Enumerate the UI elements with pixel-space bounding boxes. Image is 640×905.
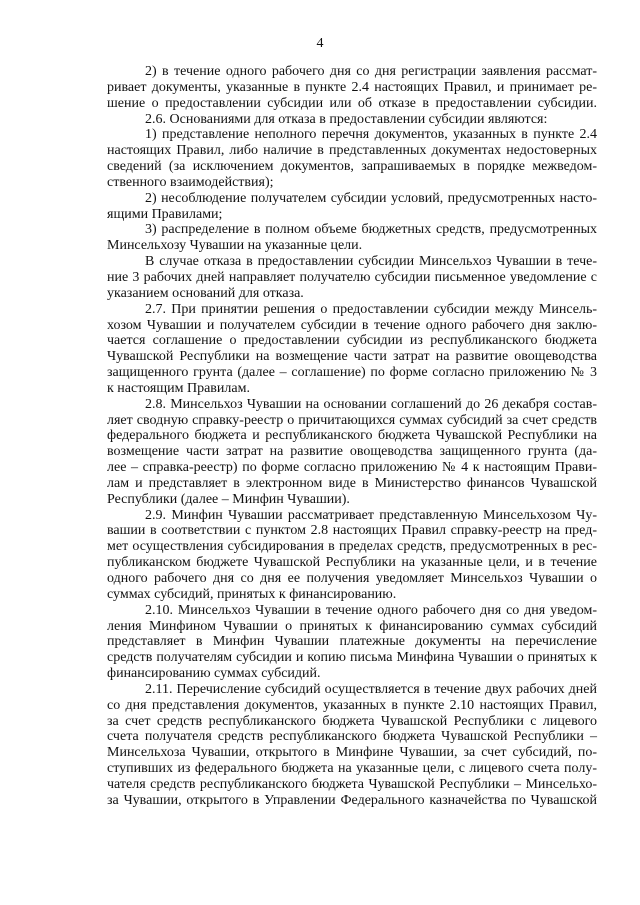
document-body — [107, 64, 597, 809]
text-line: возмещение части затрат на развитие овощеводства защищенного грунта (да- — [107, 444, 597, 460]
paragraph — [107, 222, 597, 254]
paragraph — [107, 254, 597, 302]
text-line: 3) распределение в полном объеме бюджетных средств, предусмотренных — [145, 222, 597, 238]
paragraph — [107, 508, 597, 603]
text-line: 2.7. При принятии решения о предоставлении субсидии между Минсель- — [145, 301, 597, 317]
text-line: со дня представления документов, указанных в пункте 2.10 настоящих Правил, — [107, 697, 597, 713]
text-line: чателя средств республиканского бюджета Чувашской Республики – Минсельхо- — [107, 776, 597, 792]
text-line: ступивших из федерального бюджета на указанные цели, с лицевого счета полу- — [107, 761, 597, 777]
paragraph — [107, 127, 597, 190]
text-line: средств получателям субсидии и копию письма Минфина Чувашии о принятых к — [107, 650, 597, 666]
text-line: публиканском бюджете Чувашской Республики на указанные цели, и в течение — [107, 555, 597, 571]
text-line: указанием оснований для отказа. — [107, 285, 304, 301]
text-line: шение о предоставлении субсидии или об отказе в предоставлении субсидии. — [107, 95, 597, 111]
text-line: Республики (далее – Минфин Чувашии). — [107, 491, 350, 507]
text-line: 2.8. Минсельхоз Чувашии на основании соглашений до 26 декабря состав- — [145, 396, 597, 412]
text-line: суммах субсидий, принятых к финансированию. — [107, 586, 397, 602]
text-line: 2.11. Перечисление субсидий осуществляется в течение двух рабочих дней — [145, 681, 597, 697]
text-line: Минсельхоза Чувашии, открытого в Минфине Чувашии, за счет субсидий, по- — [107, 745, 597, 761]
text-line: 2.6. Основаниями для отказа в предоставлении субсидии являются: — [145, 111, 548, 127]
text-line: лее – справка-реестр) по форме согласно приложению № 4 к настоящим Прави- — [107, 460, 597, 476]
text-line: к настоящим Правилам. — [107, 380, 250, 396]
text-line: ние 3 рабочих дней направляет получателю субсидии письменное уведомление с — [107, 269, 597, 285]
text-line: В случае отказа в предоставлении субсидии Минсельхоз Чувашии в тече- — [145, 254, 597, 270]
text-line: за счет средств республиканского бюджета Чувашской Республики с лицевого — [107, 713, 597, 729]
text-line: 2.10. Минсельхоз Чувашии в течение одного рабочего дня со дня уведом- — [145, 602, 597, 618]
text-line: ящими Правилами; — [107, 206, 223, 222]
text-line: вашии в соответствии с пунктом 2.8 настоящих Правил справку-реестр на пред- — [107, 523, 597, 539]
text-line: хозом Чувашии и получателем субсидии в течение одного рабочего дня заклю- — [107, 317, 597, 333]
text-line: ления Минфином Чувашии о принятых к финансированию суммах субсидий — [107, 618, 597, 634]
text-line: ляет сводную справку-реестр о причитающихся суммах субсидий за счет средств — [107, 412, 597, 428]
text-line: лам и представляет в электронном виде в Министерство финансов Чувашской — [107, 475, 597, 491]
paragraph — [107, 112, 597, 128]
text-line: счета получателя средств республиканского бюджета Чувашской Республики – — [107, 729, 597, 745]
text-line: 2.9. Минфин Чувашии рассматривает представленную Минсельхозом Чу- — [145, 507, 597, 523]
text-line: одного рабочего дня со дня ее получения уведомляет Минсельхоз Чувашии о — [107, 571, 597, 586]
text-line: ственного взаимодействия); — [107, 174, 274, 190]
paragraph — [107, 603, 597, 682]
text-line: Чувашской Республики на возмещение части затрат на развитие овощеводства — [107, 349, 597, 365]
text-line: федерального бюджета и республиканского бюджета Чувашской Республики на — [107, 428, 597, 444]
text-line: чается соглашение о предоставлении субсидии из республиканского бюджета — [107, 333, 597, 349]
paragraph — [107, 191, 597, 223]
text-line: представляет в Минфин Чувашии платежные документы на перечисление — [107, 634, 597, 650]
text-line: настоящих Правил, либо наличие в представленных документах недостоверных — [107, 143, 597, 159]
paragraph — [107, 682, 597, 809]
text-line: финансированию суммах субсидий. — [107, 666, 321, 682]
paragraph — [107, 64, 597, 112]
paragraph — [107, 302, 597, 397]
text-line: защищенного грунта (далее – соглашение) по форме согласно приложению № 3 — [107, 365, 597, 381]
page-number: 4 — [316, 36, 324, 51]
text-line: ривает документы, указанные в пункте 2.4 настоящих Правил, и принимает ре- — [107, 79, 597, 95]
text-line: мет осуществления субсидирования в пределах средств, предусмотренных в рес- — [107, 539, 597, 555]
text-line: 2) несоблюдение получателем субсидии условий, предусмотренных насто- — [145, 190, 597, 206]
text-line: 2) в течение одного рабочего дня со дня регистрации заявления рассмат- — [145, 64, 597, 79]
text-line: 1) представление неполного перечня документов, указанных в пункте 2.4 — [145, 127, 597, 143]
text-line: за Чувашии, открытого в Управлении Федерального казначейства по Чувашской — [107, 792, 597, 808]
text-line: Минсельхозу Чувашии на указанные цели. — [107, 238, 363, 254]
paragraph — [107, 397, 597, 508]
text-line: сведений (за исключением документов, запрашиваемых в порядке межведом- — [107, 159, 597, 175]
